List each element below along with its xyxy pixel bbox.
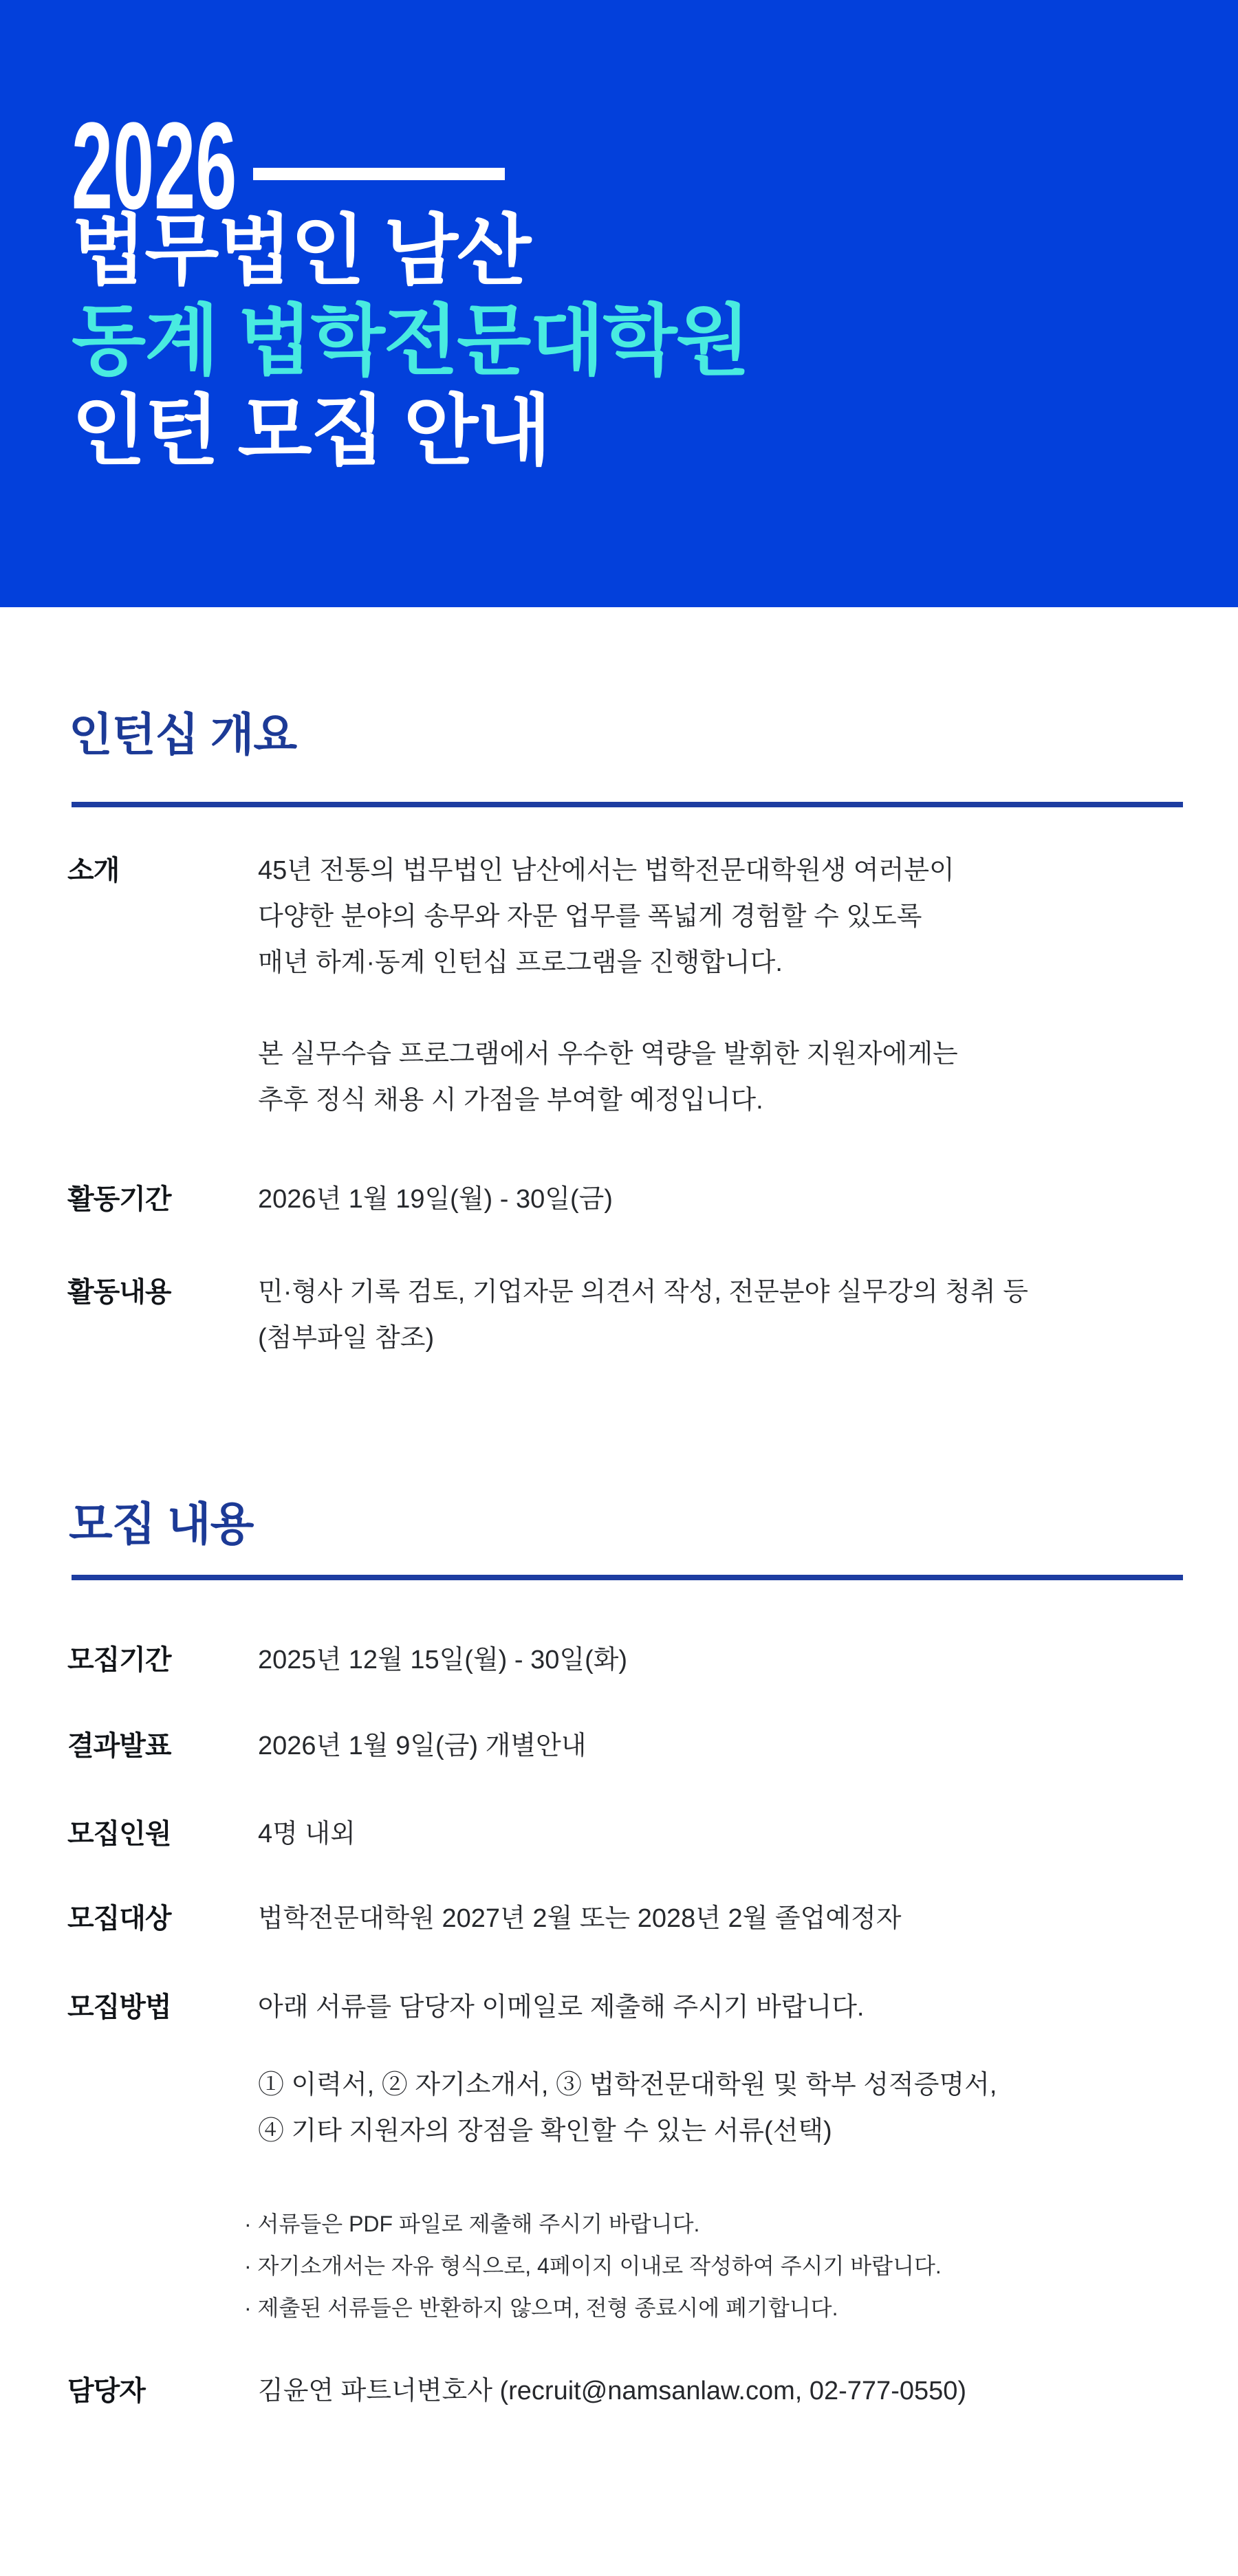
intro-p2-line1: 본 실무수습 프로그램에서 우수한 역량을 발휘한 지원자에게는 xyxy=(258,1040,958,1069)
note-line3: · 제출된 서류들은 반환하지 않으며, 전형 종료시에 폐기합니다. xyxy=(244,2295,838,2320)
activities-line1: 민·형사 기록 검토, 기업자문 의견서 작성, 전문분야 실무강의 청취 등 xyxy=(258,1278,1028,1307)
hero-title-line1: 법무법인 남산 xyxy=(72,208,530,294)
hero-title-line3: 인턴 모집 안내 xyxy=(72,388,550,474)
recruitment-row-value: 4명 내외 xyxy=(258,1820,356,1848)
recruitment-contact-label: 담당자 xyxy=(67,2376,145,2406)
section-recruitment-rule xyxy=(72,1575,1183,1580)
overview-activities-value xyxy=(258,1269,1028,1362)
recruitment-row-value: 법학전문대학원 2027년 2월 또는 2028년 2월 졸업예정자 xyxy=(258,1904,902,1933)
overview-period-value: 2026년 1월 19일(월) - 30일(금) xyxy=(258,1185,613,1214)
intro-p1-line1: 45년 전통의 법무법인 남산에서는 법학전문대학원생 여러분이 xyxy=(258,856,955,885)
documents-line1: ① 이력서, ② 자기소개서, ③ 법학전문대학원 및 학부 성적증명서, xyxy=(258,2071,997,2099)
recruitment-contact-value: 김윤연 파트너변호사 (recruit@namsanlaw.com, 02-777-0550) xyxy=(258,2377,967,2405)
section-overview-title: 인턴십 개요 xyxy=(69,709,297,760)
section-recruitment-title: 모집 내용 xyxy=(69,1498,254,1549)
recruitment-row-value: 아래 서류를 담당자 이메일로 제출해 주시기 바랍니다. xyxy=(258,1993,865,2022)
note-line2: · 자기소개서는 자유 형식으로, 4페이지 이내로 작성하여 주시기 바랍니다. xyxy=(244,2253,942,2278)
recruitment-row-value: 2026년 1월 9일(금) 개별안내 xyxy=(258,1732,587,1760)
section-overview-rule xyxy=(72,802,1183,807)
recruitment-row-label: 모집기간 xyxy=(67,1645,171,1675)
intro-p1-line3: 매년 하계·동계 인턴십 프로그램을 진행합니다. xyxy=(258,948,783,977)
overview-intro-paragraph1 xyxy=(258,848,955,986)
overview-intro-label: 소개 xyxy=(67,855,120,886)
recruitment-row-value: 2025년 12월 15일(월) - 30일(화) xyxy=(258,1646,628,1674)
overview-period-label: 활동기간 xyxy=(67,1184,171,1214)
hero-dash-divider xyxy=(253,168,505,180)
recruitment-notes xyxy=(244,2203,942,2329)
recruitment-row-label: 모집대상 xyxy=(67,1903,171,1934)
hero-banner xyxy=(0,0,1238,607)
hero-year: 2026 xyxy=(72,97,237,235)
recruitment-row-label: 모집방법 xyxy=(67,1992,171,2022)
intro-p1-line2: 다양한 분야의 송무와 자문 업무를 폭넓게 경험할 수 있도록 xyxy=(258,902,922,931)
note-line1: · 서류들은 PDF 파일로 제출해 주시기 바랍니다. xyxy=(244,2212,700,2236)
activities-line2: (첨부파일 참조) xyxy=(258,1324,435,1353)
recruitment-row-label: 모집인원 xyxy=(67,1819,171,1849)
intro-p2-line2: 추후 정식 채용 시 가점을 부여할 예정입니다. xyxy=(258,1086,763,1115)
hero-title-line2: 동계 법학전문대학원 xyxy=(72,298,749,384)
recruitment-documents xyxy=(258,2062,997,2154)
documents-line2: ④ 기타 지원자의 장점을 확인할 수 있는 서류(선택) xyxy=(258,2117,832,2146)
overview-activities-label: 활동내용 xyxy=(67,1277,171,1307)
overview-intro-paragraph2 xyxy=(258,1032,958,1124)
recruitment-row-label: 결과발표 xyxy=(67,1731,171,1761)
